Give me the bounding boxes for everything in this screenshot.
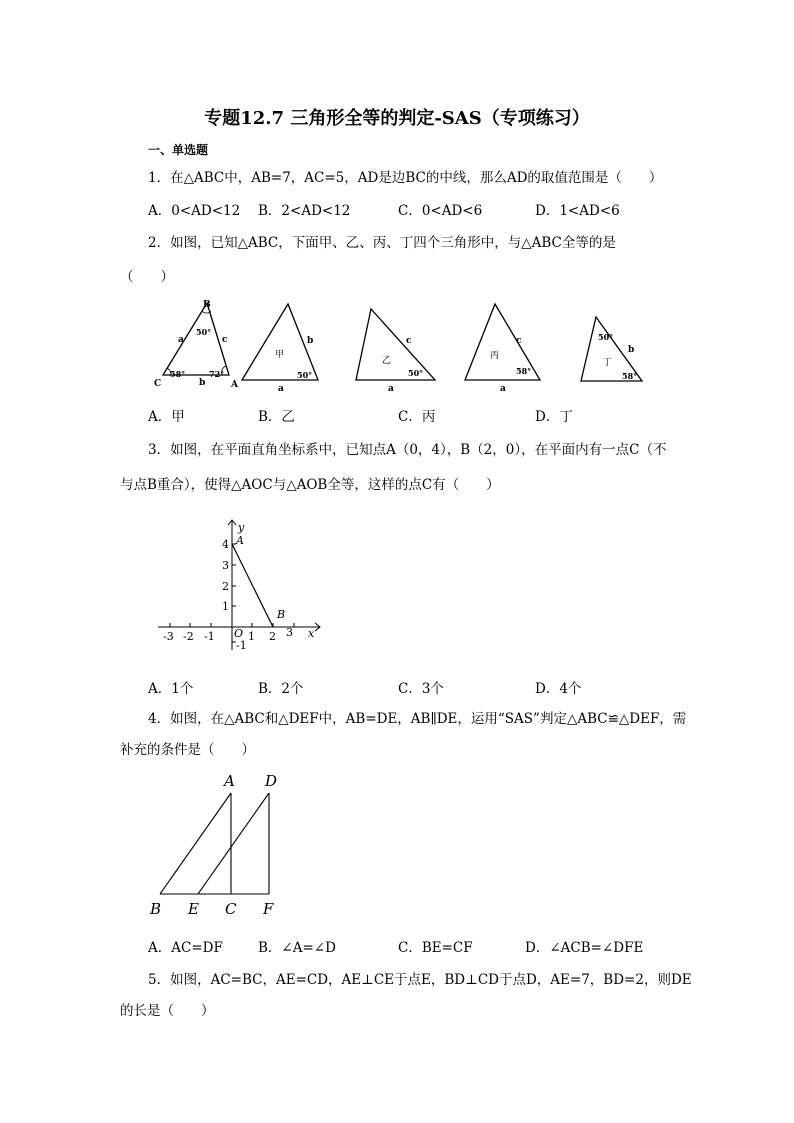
question-5-stem-line1: 5．如图，AC=BC，AE=CD，AE⊥CE于点E，BD⊥CD于点D，AE=7，BD=2，则DE xyxy=(148,972,692,988)
question-4-option-d: D．∠ACB=∠DFE xyxy=(525,940,644,956)
x-tick-1: 1 xyxy=(248,630,255,643)
triangle-jia-name: 甲 xyxy=(275,350,285,360)
question-2-option-c: C．丙 xyxy=(398,409,436,425)
question-3-option-d: D．4个 xyxy=(535,681,582,697)
triangle-yi xyxy=(356,309,435,380)
point-d-label: D xyxy=(265,772,278,790)
triangle-yi-side-c: c xyxy=(406,336,412,346)
question-2-triangles-figure xyxy=(150,295,650,395)
question-1-option-d: D．1<AD<6 xyxy=(535,203,620,219)
triangle-bing-angle: 58° xyxy=(516,366,532,376)
triangle-jia-angle: 50° xyxy=(297,370,313,380)
question-4-option-b: B．∠A=∠D xyxy=(258,940,336,956)
question-3-coordinate-figure xyxy=(150,512,330,654)
side-a-label: a xyxy=(178,335,184,345)
x-tick-3: 3 xyxy=(286,626,293,639)
question-4-stem-line1: 4．如图，在△ABC和△DEF中，AB=DE，AB∥DE，运用“SAS”判定△ABC≌△DEF，需 xyxy=(148,711,687,727)
question-4-parallel-figure xyxy=(145,768,295,920)
angle-b-label: 50° xyxy=(196,327,212,337)
angle-a-label: 72° xyxy=(209,369,225,379)
point-c-label: C xyxy=(225,900,237,918)
triangle-ding-side-b: b xyxy=(628,345,635,355)
side-b-label: b xyxy=(199,378,206,388)
y-tick-4: 4 xyxy=(222,538,229,551)
side-c-label: c xyxy=(222,335,228,345)
triangle-yi-angle: 50° xyxy=(408,368,424,378)
origin-label: O xyxy=(234,627,244,640)
triangle-yi-name: 乙 xyxy=(382,356,392,366)
triangle-bing-side-c: c xyxy=(516,336,522,346)
point-a-label: A xyxy=(236,534,244,547)
triangle-jia-side-b: b xyxy=(307,336,314,346)
x-tick-neg3: -3 xyxy=(163,630,174,643)
question-2-stem-line1: 2．如图，已知△ABC，下面甲、乙、丙、丁四个三角形中，与△ABC全等的是 xyxy=(148,235,616,251)
question-2-option-b: B．乙 xyxy=(258,409,295,425)
triangle-bing-name: 丙 xyxy=(490,351,500,361)
segment-de xyxy=(198,793,269,894)
question-3-option-b: B．2个 xyxy=(258,681,304,697)
triangle-ding-name: 丁 xyxy=(603,358,613,368)
y-axis-label: y xyxy=(238,521,245,534)
triangle-abc xyxy=(163,303,229,375)
segment-ab xyxy=(232,544,273,627)
question-4-option-c: C．BE=CF xyxy=(398,940,473,956)
segment-ab xyxy=(160,793,231,894)
question-4-stem-line2: 补充的条件是（ ） xyxy=(120,742,255,758)
section-heading: 一、单选题 xyxy=(148,143,209,157)
question-1-option-c: C．0<AD<6 xyxy=(398,203,483,219)
label-c: C xyxy=(154,379,162,389)
label-b: B xyxy=(203,300,211,310)
question-3-stem-line1: 3．如图，在平面直角坐标系中，已知点A（0，4），B（2，0），在平面内有一点C（不 xyxy=(148,442,667,458)
question-1-stem: 1．在△ABC中，AB=7，AC=5，AD是边BC的中线，那么AD的取值范围是（ ） xyxy=(148,170,663,186)
page-title: 专题12.7 三角形全等的判定-SAS（专项练习） xyxy=(204,108,590,129)
label-a: A xyxy=(231,380,238,390)
question-1-option-a: A．0<AD<12 xyxy=(148,203,241,219)
point-b-label: B xyxy=(150,900,162,918)
triangle-bing-side-a: a xyxy=(500,384,506,394)
question-2-stem-line2: （ ） xyxy=(120,269,174,285)
y-tick-2: 2 xyxy=(222,580,229,593)
triangle-ding-angle1: 50° xyxy=(598,332,614,342)
question-3-option-c: C．3个 xyxy=(398,681,444,697)
question-5-stem-line2: 的长是（ ） xyxy=(120,1003,215,1019)
triangle-ding-angle2: 58° xyxy=(622,371,638,381)
point-e-label: E xyxy=(188,900,199,918)
x-tick-2: 2 xyxy=(269,630,276,643)
triangle-yi-side-a: a xyxy=(388,384,394,394)
y-tick-1: 1 xyxy=(222,600,229,613)
question-2-option-d: D．丁 xyxy=(535,409,573,425)
triangle-jia-side-a: a xyxy=(278,384,284,394)
point-f-label: F xyxy=(263,900,274,918)
question-4-option-a: A．AC=DF xyxy=(148,940,223,956)
x-tick-neg2: -2 xyxy=(183,630,194,643)
question-1-option-b: B．2<AD<12 xyxy=(258,203,351,219)
y-tick-neg1: -1 xyxy=(236,639,247,652)
question-3-option-a: A．1个 xyxy=(148,681,194,697)
question-3-stem-line2: 与点B重合），使得△AOC与△AOB全等，这样的点C有（ ） xyxy=(120,477,500,493)
question-2-option-a: A．甲 xyxy=(148,409,185,425)
point-b-label: B xyxy=(277,608,286,621)
x-axis-label: x xyxy=(308,627,315,640)
y-tick-3: 3 xyxy=(222,559,229,572)
angle-c-label: 58° xyxy=(170,369,186,379)
point-a-label: A xyxy=(224,772,235,790)
x-tick-neg1: -1 xyxy=(204,630,215,643)
